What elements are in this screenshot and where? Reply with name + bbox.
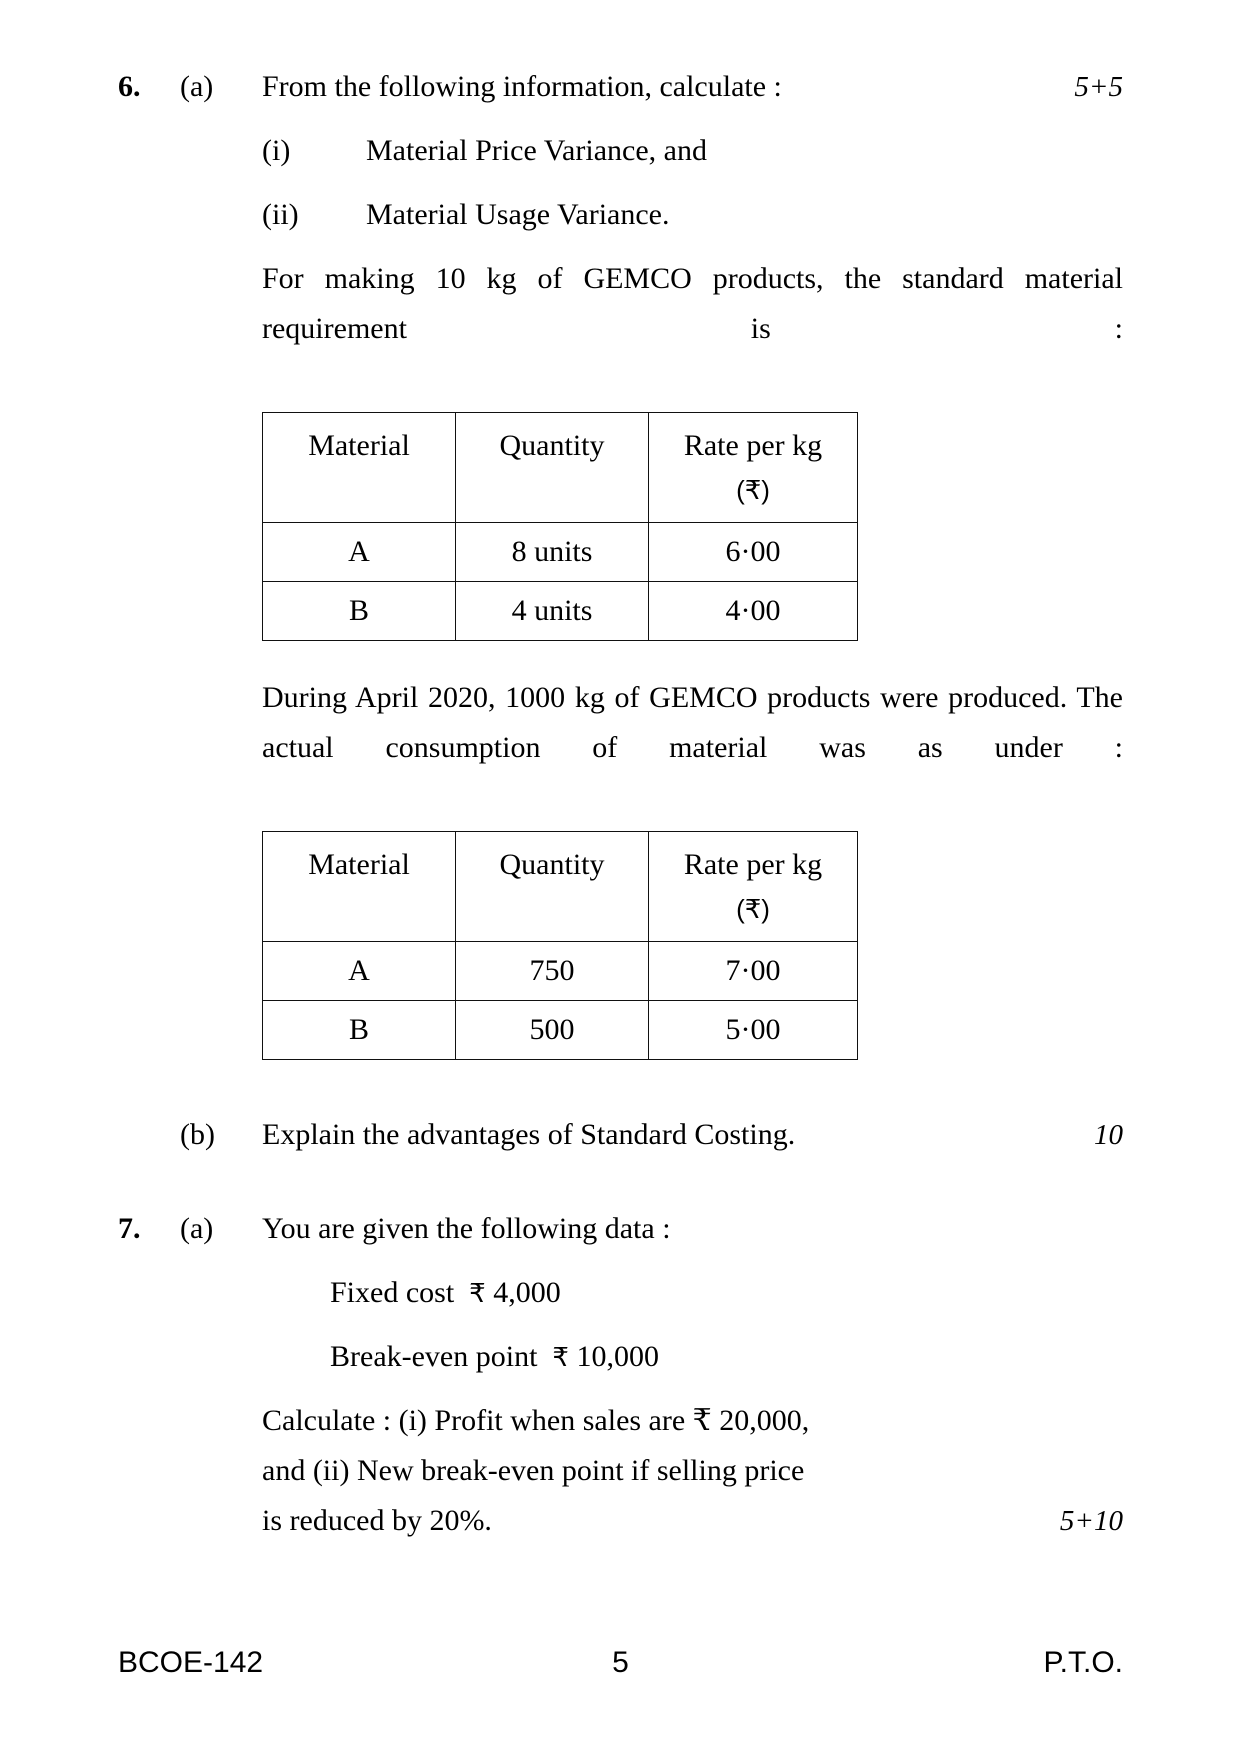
- cell-material: B: [263, 1001, 456, 1060]
- cell-rate: 5·00: [649, 1001, 858, 1060]
- cell-material: A: [263, 942, 456, 1001]
- table-header-rate: [649, 832, 858, 942]
- cell-quantity: 750: [456, 942, 649, 1001]
- cell-rate: 6·00: [649, 523, 858, 582]
- table-header-rate: [649, 413, 858, 523]
- cell-quantity: 500: [456, 1001, 649, 1060]
- table-row: [263, 582, 858, 641]
- spacer: [118, 1160, 1123, 1204]
- table-header-material: Material: [263, 413, 456, 523]
- question-6a-label: (a): [180, 70, 214, 103]
- table-row: [263, 1001, 858, 1060]
- course-code: BCOE-142: [118, 1646, 264, 1679]
- rupee-symbol-icon: ₹: [469, 1278, 486, 1308]
- table-row: [263, 523, 858, 582]
- question-6-part-a: [118, 62, 1123, 1066]
- question-7a-calc-line-2: and (ii) New break-even point if selling price: [262, 1454, 805, 1487]
- spacer: [262, 112, 1123, 126]
- question-6a-stem-text: From the following information, calculate :: [262, 70, 782, 103]
- spacer: [262, 1318, 1123, 1332]
- table-header-rupee-unit: (₹): [736, 475, 770, 505]
- spacer: [118, 1066, 1123, 1110]
- fixed-cost-line: [262, 1268, 1123, 1318]
- spacer: [262, 1382, 1123, 1396]
- table-header-quantity: Quantity: [456, 413, 649, 523]
- break-even-point-value: 10,000: [576, 1340, 659, 1373]
- cell-quantity: 4 units: [456, 582, 649, 641]
- table-header-row: [263, 832, 858, 942]
- cell-rate: 7·00: [649, 942, 858, 1001]
- question-6-number: 6.: [118, 70, 141, 103]
- question-6b-marks: 10: [1094, 1119, 1123, 1151]
- page-number: 5: [612, 1646, 629, 1679]
- question-7a-calc-line-1: Calculate : (i) Profit when sales are ₹ 20,000,: [262, 1404, 810, 1437]
- spacer: [262, 240, 1123, 254]
- question-6a-item-ii-text: Material Usage Variance.: [366, 198, 670, 231]
- question-7a-calc-line-3: [262, 1496, 1123, 1546]
- table-header-rupee-unit: (₹): [736, 894, 770, 924]
- cell-quantity: 8 units: [456, 523, 649, 582]
- break-even-point-line: [262, 1332, 1123, 1382]
- question-6a-item-ii-label: (ii): [262, 198, 299, 231]
- cell-rate: 4·00: [649, 582, 858, 641]
- question-6b-stem-text: Explain the advantages of Standard Costing.: [262, 1118, 796, 1151]
- fixed-cost-value: 4,000: [493, 1276, 561, 1309]
- rupee-symbol-icon: ₹: [552, 1342, 569, 1372]
- table-header-quantity: Quantity: [456, 832, 649, 942]
- question-6b-label: (b): [180, 1118, 215, 1151]
- question-7-part-a: [118, 1204, 1123, 1546]
- page-footer: [118, 1646, 1123, 1680]
- standard-material-table: [262, 412, 858, 641]
- table-header-rate-text: Rate per kg: [683, 848, 823, 881]
- table-header-material: Material: [263, 832, 456, 942]
- question-7a-label: (a): [180, 1212, 214, 1245]
- question-6a-paragraph-1: For making 10 kg of GEMCO products, the standard material requirement is :: [262, 262, 1123, 345]
- cell-material: A: [263, 523, 456, 582]
- question-7a-calc-line-3-text: is reduced by 20%.: [262, 1504, 492, 1537]
- table-header-row: [263, 413, 858, 523]
- table-header-rate-text: Rate per kg: [683, 429, 823, 462]
- question-6a-item-i: [262, 126, 1123, 176]
- spacer: [262, 647, 1123, 673]
- fixed-cost-label: Fixed cost: [330, 1276, 455, 1309]
- actual-consumption-table: [262, 831, 858, 1060]
- pto-indicator: P.T.O.: [1043, 1646, 1123, 1679]
- question-6a-item-i-text: Material Price Variance, and: [366, 134, 707, 167]
- break-even-point-label: Break-even point: [330, 1340, 538, 1373]
- cell-material: B: [263, 582, 456, 641]
- question-6a-item-ii: [262, 190, 1123, 240]
- question-7a-marks: 5+10: [1059, 1505, 1123, 1537]
- question-6b-stem-line: [262, 1110, 1123, 1160]
- question-6a-paragraph-2: During April 2020, 1000 kg of GEMCO products were produced. The actual consumption of material was as under :: [262, 681, 1123, 764]
- question-6-part-b: [118, 1110, 1123, 1160]
- question-7-number: 7.: [118, 1212, 141, 1245]
- spacer: [262, 176, 1123, 190]
- question-6a-marks: 5+5: [1074, 71, 1123, 103]
- question-6a-stem-line: [262, 62, 1123, 112]
- table-row: [263, 942, 858, 1001]
- question-7a-stem-text: You are given the following data :: [262, 1212, 671, 1245]
- question-6a-item-i-label: (i): [262, 134, 291, 167]
- spacer: [262, 1254, 1123, 1268]
